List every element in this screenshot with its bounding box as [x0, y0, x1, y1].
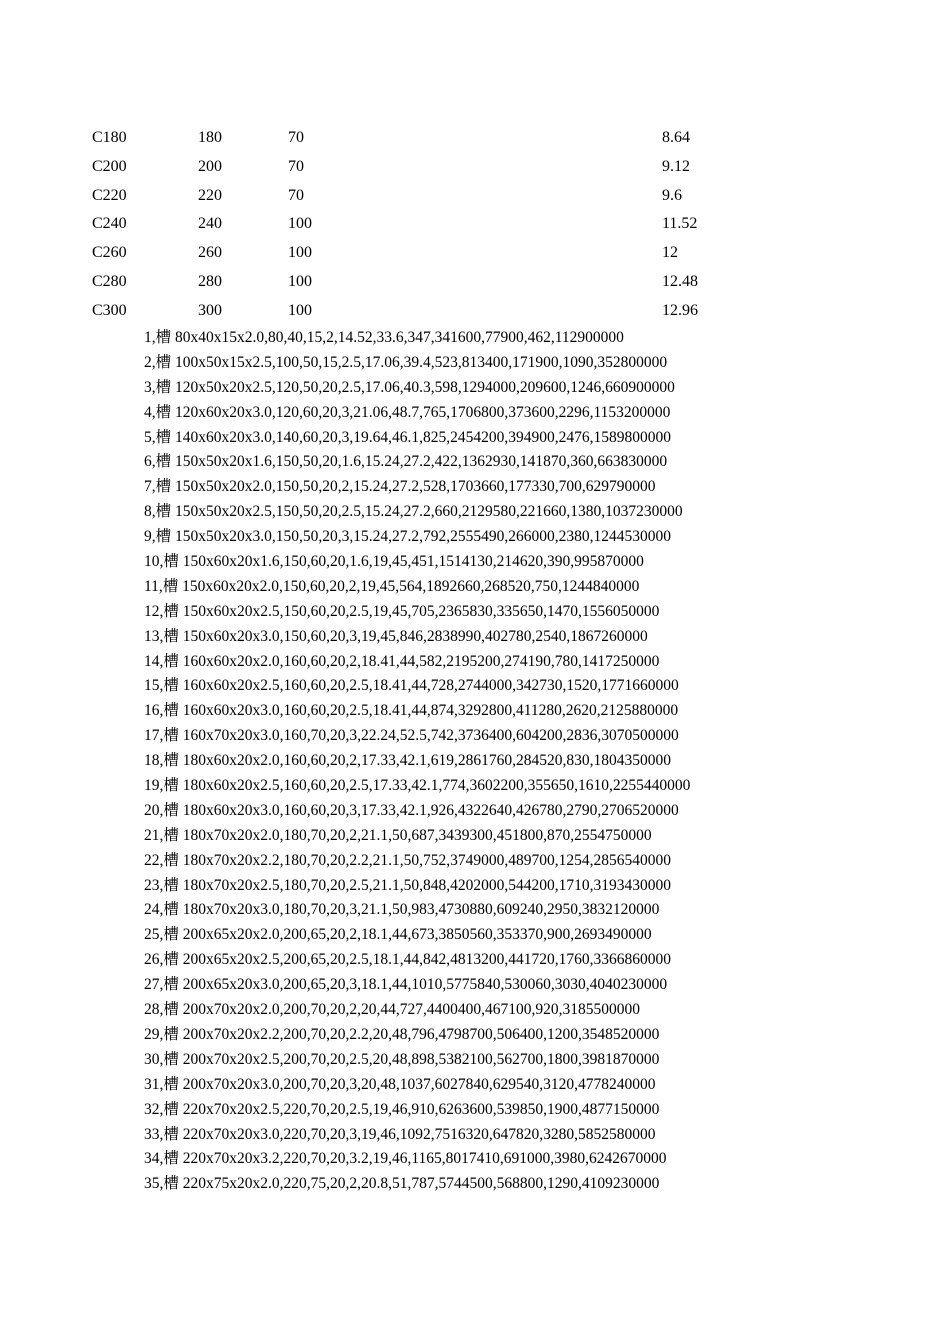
- data-line: 13,槽 150x60x20x3.0,150,60,20,3,19,45,846,2838990,402780,2540,1867260000: [144, 627, 648, 645]
- data-line: 11,槽 150x60x20x2.0,150,60,20,2,19,45,564,1892660,268520,750,1244840000: [144, 577, 640, 595]
- data-line: 30,槽 200x70x20x2.5,200,70,20,2.5,20,48,898,5382100,562700,1800,3981870000: [144, 1050, 660, 1068]
- weight-value: 8.64: [662, 129, 690, 146]
- data-line: 3,槽 120x50x20x2.5,120,50,20,2.5,17.06,40.3,598,1294000,209600,1246,660900000: [144, 378, 675, 396]
- data-line: 21,槽 180x70x20x2.0,180,70,20,2,21.1,50,687,3439300,451800,870,2554750000: [144, 826, 652, 844]
- width-value: 70: [288, 186, 304, 204]
- data-line: 5,槽 140x60x20x3.0,140,60,20,3,19.64,46.1,825,2454200,394900,2476,1589800000: [144, 428, 672, 446]
- width-value: 100: [288, 272, 312, 290]
- section-code: C200: [92, 157, 127, 175]
- data-line: 28,槽 200x70x20x2.0,200,70,20,2,20,44,727,4400400,467100,920,3185500000: [144, 1001, 641, 1019]
- data-line: 32,槽 220x70x20x2.5,220,70,20,2.5,19,46,910,6263600,539850,1900,4877150000: [144, 1100, 660, 1118]
- data-line: 17,槽 160x70x20x3.0,160,70,20,3,22.24,52.5,742,3736400,604200,2836,3070500000: [144, 727, 679, 745]
- height-value: 220: [198, 186, 222, 204]
- data-line: 34,槽 220x70x20x3.2,220,70,20,3.2,19,46,1165,8017410,691000,3980,6242670000: [144, 1150, 667, 1168]
- height-value: 200: [198, 157, 222, 175]
- data-line: 8,槽 150x50x20x2.5,150,50,20,2.5,15.24,27.2,660,2129580,221660,1380,1037230000: [144, 503, 683, 521]
- width-value: 100: [288, 215, 312, 233]
- height-value: 280: [198, 272, 222, 290]
- data-line: 7,槽 150x50x20x2.0,150,50,20,2,15.24,27.2,528,1703660,177330,700,629790000: [144, 478, 656, 496]
- height-value: 260: [198, 244, 222, 262]
- weight-value: 9.6: [662, 186, 682, 204]
- data-line: 19,槽 180x60x20x2.5,160,60,20,2.5,17.33,42.1,774,3602200,355650,1610,2255440000: [144, 777, 691, 795]
- width-value: 100: [288, 301, 312, 319]
- data-line: 29,槽 200x70x20x2.2,200,70,20,2.2,20,48,796,4798700,506400,1200,3548520000: [144, 1025, 660, 1043]
- data-line: 35,槽 220x75x20x2.0,220,75,20,2,20.8,51,787,5744500,568800,1290,4109230000: [144, 1175, 660, 1193]
- section-code: C220: [92, 186, 127, 204]
- data-line: 26,槽 200x65x20x2.5,200,65,20,2.5,18.1,44,842,4813200,441720,1760,3366860000: [144, 951, 672, 969]
- data-line: 15,槽 160x60x20x2.5,160,60,20,2.5,18.41,44,728,2744000,342730,1520,1771660000: [144, 677, 679, 695]
- weight-value: 11.52: [662, 215, 698, 233]
- section-code: C260: [92, 244, 127, 262]
- data-line: 16,槽 160x60x20x3.0,160,60,20,2.5,18.41,44,874,3292800,411280,2620,2125880000: [144, 702, 679, 720]
- height-value: 180: [198, 129, 222, 146]
- width-value: 100: [288, 244, 312, 262]
- data-line: 25,槽 200x65x20x2.0,200,65,20,2,18.1,44,673,3850560,353370,900,2693490000: [144, 926, 652, 944]
- data-line: 2,槽 100x50x15x2.5,100,50,15,2.5,17.06,39.4,523,813400,171900,1090,352800000: [144, 353, 668, 371]
- weight-value: 12.96: [662, 301, 698, 319]
- data-line: 10,槽 150x60x20x1.6,150,60,20,1.6,19,45,451,1514130,214620,390,995870000: [144, 553, 644, 571]
- section-code: C180: [92, 129, 127, 146]
- data-line: 23,槽 180x70x20x2.5,180,70,20,2.5,21.1,50,848,4202000,544200,1710,3193430000: [144, 876, 672, 894]
- height-value: 240: [198, 215, 222, 233]
- data-line: 33,槽 220x70x20x3.0,220,70,20,3,19,46,1092,7516320,647820,3280,5852580000: [144, 1125, 656, 1143]
- section-code: C240: [92, 215, 127, 233]
- data-line: 27,槽 200x65x20x3.0,200,65,20,3,18.1,44,1010,5775840,530060,3030,4040230000: [144, 976, 668, 994]
- data-line: 14,槽 160x60x20x2.0,160,60,20,2,18.41,44,582,2195200,274190,780,1417250000: [144, 652, 660, 670]
- data-line: 6,槽 150x50x20x1.6,150,50,20,1.6,15.24,27.2,422,1362930,141870,360,663830000: [144, 453, 668, 471]
- channel-data-lines: [144, 326, 690, 1197]
- data-line: 12,槽 150x60x20x2.5,150,60,20,2.5,19,45,705,2365830,335650,1470,1556050000: [144, 602, 660, 620]
- data-line: 18,槽 180x60x20x2.0,160,60,20,2,17.33,42.1,619,2861760,284520,830,1804350000: [144, 752, 672, 770]
- data-line: 9,槽 150x50x20x3.0,150,50,20,3,15.24,27.2,792,2555490,266000,2380,1244530000: [144, 528, 672, 546]
- weight-value: 12: [662, 244, 678, 262]
- data-line: 24,槽 180x70x20x3.0,180,70,20,3,21.1,50,983,4730880,609240,2950,3832120000: [144, 901, 660, 919]
- weight-value: 12.48: [662, 272, 698, 290]
- width-value: 70: [288, 157, 304, 175]
- data-line: 20,槽 180x60x20x3.0,160,60,20,3,17.33,42.1,926,4322640,426780,2790,2706520000: [144, 801, 679, 819]
- section-code: C280: [92, 272, 127, 290]
- section-code: C300: [92, 301, 127, 319]
- data-line: 31,槽 200x70x20x3.0,200,70,20,3,20,48,1037,6027840,629540,3120,4778240000: [144, 1075, 656, 1093]
- data-line: 22,槽 180x70x20x2.2,180,70,20,2.2,21.1,50,752,3749000,489700,1254,2856540000: [144, 851, 672, 869]
- width-value: 70: [288, 129, 304, 146]
- data-line: 4,槽 120x60x20x3.0,120,60,20,3,21.06,48.7,765,1706800,373600,2296,1153200000: [144, 403, 671, 421]
- height-value: 300: [198, 301, 222, 319]
- data-line: 1,槽 80x40x15x2.0,80,40,15,2,14.52,33.6,347,341600,77900,462,112900000: [144, 329, 624, 346]
- weight-value: 9.12: [662, 157, 690, 175]
